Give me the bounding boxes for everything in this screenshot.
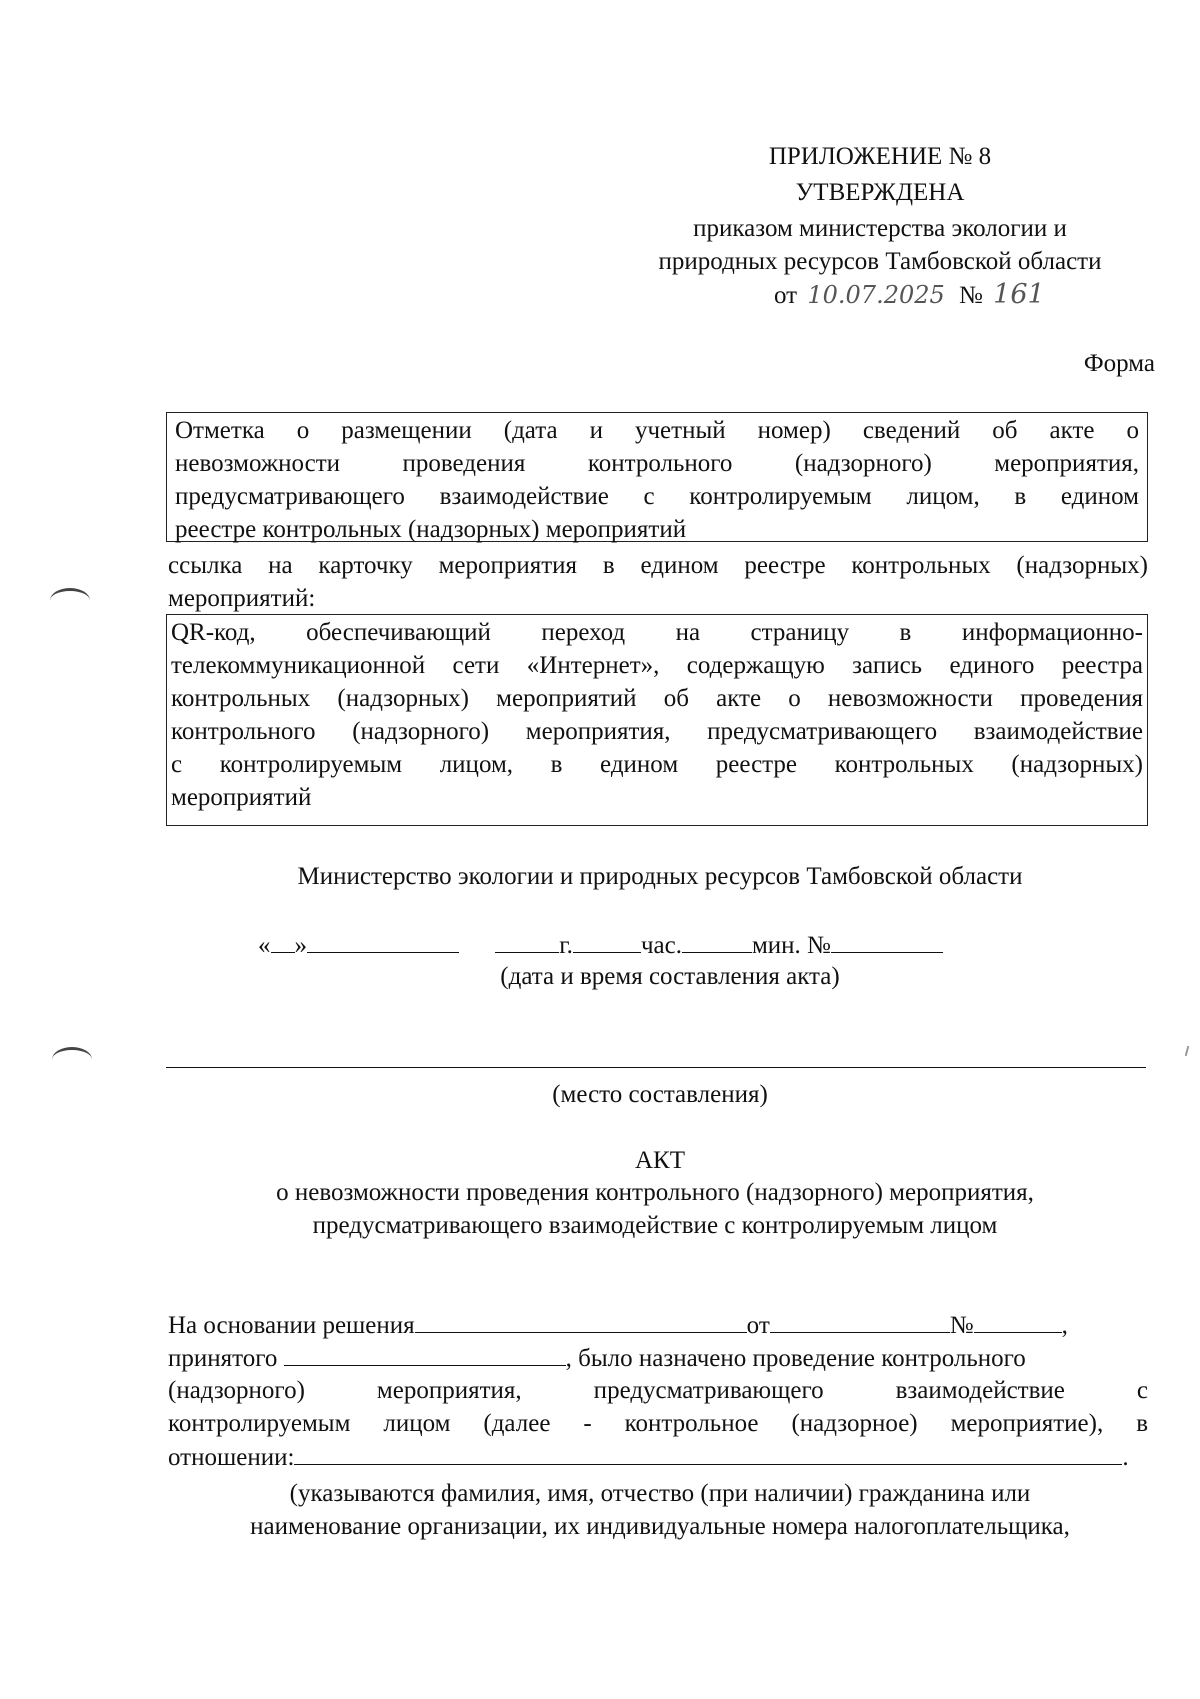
accepted-label: принятого (168, 1345, 278, 1372)
body-line-2-rest: , было назначено проведение контрольного (565, 1345, 1026, 1372)
regarding-label: отношении: (168, 1444, 295, 1471)
regarding-blank (294, 1440, 1122, 1465)
decision-number-blank (974, 1308, 1062, 1333)
order-line-2: природных ресурсов Тамбовской области (658, 248, 1102, 275)
year-blank (495, 928, 559, 953)
minute-blank (682, 928, 752, 953)
note-line-1: (указываются фамилия, имя, отчество (при наличии) гражданина или (289, 1480, 1031, 1507)
minute-label: мин. № (751, 932, 831, 959)
hour-blank (573, 928, 641, 953)
box2-line: контрольного (надзорного) мероприятия, предусматривающего взаимодействие (171, 718, 1143, 745)
handwritten-number: 161 (993, 279, 1045, 310)
day-blank (271, 928, 295, 953)
month-blank (307, 928, 459, 953)
place-line (166, 1067, 1146, 1068)
quote-close: » (294, 932, 307, 959)
quote-open: « (258, 932, 271, 959)
decision-from-label: от (746, 1312, 770, 1339)
act-title: АКТ (635, 1147, 685, 1174)
body-line-2 (168, 1341, 1148, 1375)
body-line-5 (168, 1440, 1158, 1474)
approved-heading: УТВЕРЖДЕНА (795, 179, 965, 206)
act-number-blank (831, 928, 943, 953)
form-label: Форма (1083, 350, 1155, 377)
link-line: мероприятий: (168, 585, 316, 612)
accepted-by-blank (284, 1341, 566, 1366)
registry-link-text (168, 549, 1148, 615)
punch-hole-mark (50, 588, 90, 613)
order-date-number (774, 278, 1074, 312)
box2-line: с контролируемым лицом, в едином реестре контрольных (надзорных) (171, 751, 1143, 778)
hour-label: час. (640, 932, 682, 959)
body-line-4: контролируемым лицом (далее - контрольное (надзорное) мероприятие), в (168, 1410, 1148, 1437)
number-label: № (959, 282, 983, 309)
box2-line: контрольных (надзорных) мероприятий об акте о невозможности проведения (171, 685, 1143, 712)
place-caption: (место составления) (552, 1081, 768, 1108)
handwritten-date: 10.07.2025 (807, 281, 945, 309)
decision-blank (415, 1308, 747, 1333)
date-time-line (258, 928, 1078, 962)
order-line-1: приказом министерства экологии и (693, 215, 1067, 242)
link-line: ссылка на карточку мероприятия в едином реестре контрольных (надзорных) (168, 552, 1148, 579)
act-subtitle-1: о невозможности проведения контрольного (надзорного) мероприятия, (276, 1179, 1034, 1206)
from-label: от (774, 282, 798, 309)
box2-line: телекоммуникационной сети «Интернет», содержащую запись единого реестра (171, 652, 1143, 679)
basis-label: На основании решения (168, 1312, 415, 1339)
year-label: г. (559, 932, 573, 959)
punch-hole-mark (52, 1047, 92, 1072)
scan-speck (1185, 1046, 1190, 1056)
box1-line: предусматривающего взаимодействие с контролируемым лицом, в едином (175, 483, 1139, 510)
decision-date-blank (770, 1308, 950, 1333)
period: . (1122, 1444, 1129, 1471)
box1-line: реестре контрольных (надзорных) мероприятий (175, 516, 687, 543)
appendix-number: ПРИЛОЖЕНИЕ № 8 (768, 143, 992, 170)
box1-line: невозможности проведения контрольного (надзорного) мероприятия, (175, 450, 1139, 477)
ministry-name: Министерство экологии и природных ресурсов Тамбовской области (297, 863, 1023, 890)
note-line-2: наименование организации, их индивидуальные номера налогоплательщика, (250, 1513, 1070, 1540)
box1-line: Отметка о размещении (дата и учетный номер) сведений об акте о (175, 417, 1139, 444)
body-line-1 (168, 1308, 1148, 1342)
body-line-3: (надзорного) мероприятия, предусматривающего взаимодействие с (168, 1377, 1148, 1404)
box2-line: мероприятий (171, 784, 312, 811)
comma: , (1061, 1312, 1068, 1339)
act-subtitle-2: предусматривающего взаимодействие с контролируемым лицом (312, 1212, 998, 1239)
registry-mark-box (166, 412, 1148, 542)
decision-number-label: № (949, 1312, 974, 1339)
box2-line: QR-код, обеспечивающий переход на страницу в информационно- (171, 619, 1143, 646)
datetime-caption: (дата и время составления акта) (500, 963, 840, 990)
qr-code-box (166, 614, 1148, 826)
